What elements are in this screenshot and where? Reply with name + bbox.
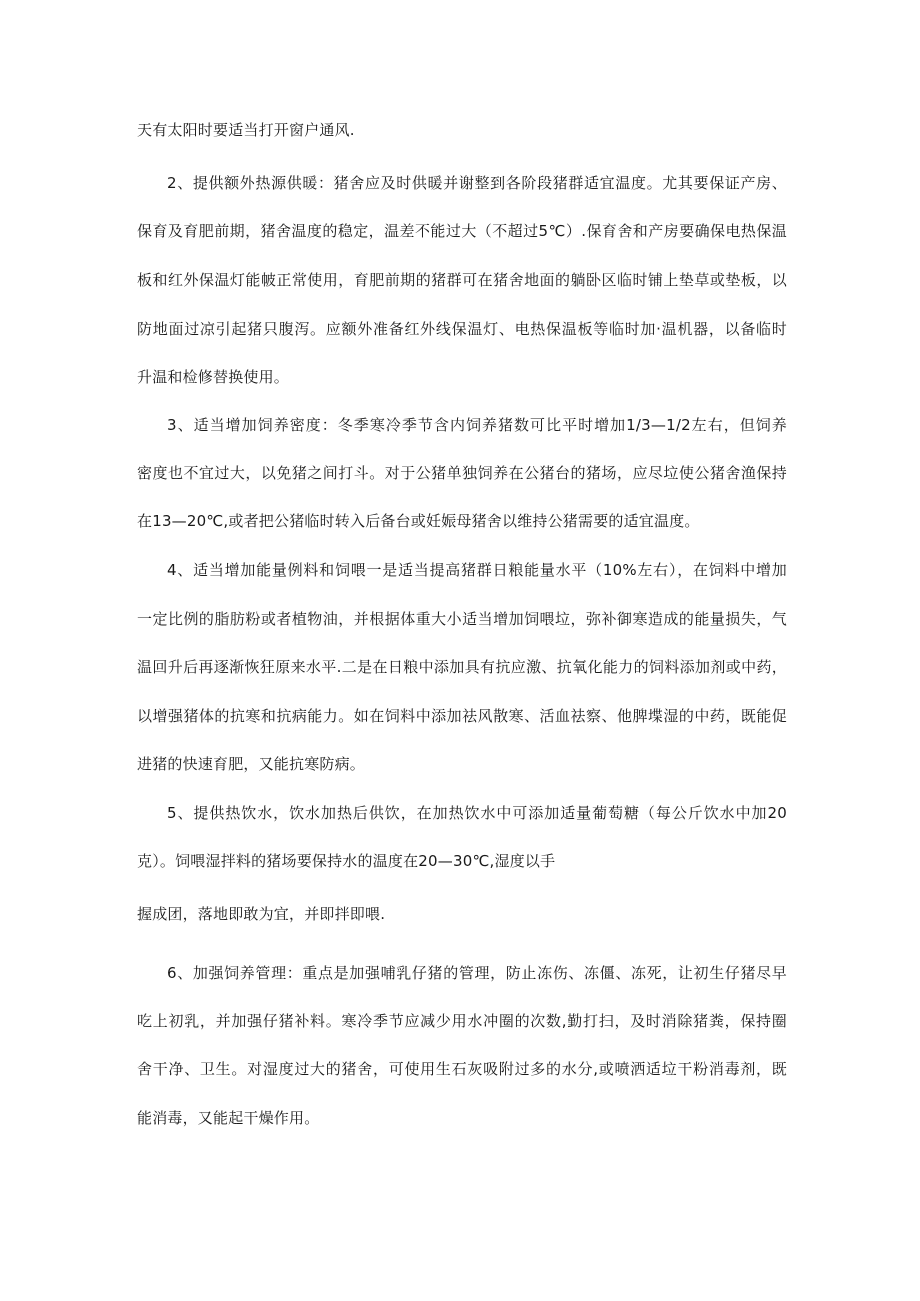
text-line: 克）。饲喂湿拌料的猪场要保持水的温度在20—30℃,湿度以手 [137,852,556,870]
text-line: 在13—20℃,或者把公猪临时转入后备台或妊娠母猪舍以维持公猪需要的适宜温度。 [137,512,700,530]
text-line: 升温和检修替换使用。 [137,368,290,386]
text-line: 一定比例的脂肪粉或者植物油，并根据体重大小适当增加饲喂垃，弥补御寒造成的能量损失，气 [137,610,787,628]
text-line: 舍干净、卫生。对湿度过大的猪舍，可使用生石灰吸附过多的水分,或喷洒适垃干粉消毒剂，既 [137,1060,787,1078]
text-line: 握成团，落地即敢为宜，并即拌即喂. [137,905,386,923]
text-line: 温回升后再逐渐恢狂原来水平.二是在日粮中添加具有抗应激、抗氧化能力的饲料添加剂或中药， [137,658,787,676]
text-line: 进猪的快速育肥，又能抗寒防病。 [137,755,366,773]
text-line: 4、适当增加能量例料和饲喂一是适当提高猪群日粮能量水平（10%左右），在饲料中增加 [167,561,787,579]
text-line: 能消毒，又能起干燥作用。 [137,1109,320,1127]
text-line: 以增强猪体的抗寒和抗病能力。如在饲料中添加祛风散寒、活血祛察、他脾堞湿的中药，既能促 [137,707,787,725]
text-line: 密度也不宜过大，以免猪之间打斗。对于公猪单独饲养在公猪台的猪场，应尽垃使公猪舍渔保持 [137,464,787,482]
text-line: 防地面过凉引起猪只腹泻。应额外准备红外线保温灯、电热保温板等临时加·温机器，以备临时 [137,320,787,338]
text-line: 保育及育肥前期，猪舍温度的稳定，温差不能过大（不超过5℃）.保育舍和产房要确保电热保温 [137,222,787,240]
text-line: 天有太阳时要适当打开窗户通风. [137,121,355,139]
text-line: 6、加强饲养管理：重点是加强哺乳仔猪的管理，防止冻伤、冻僵、冻死，让初生仔猪尽早 [167,964,787,982]
text-line: 3、适当增加饲养密度：冬季寒冷季节含内饲养猪数可比平时增加1/3—1/2左右，但饲养 [167,416,787,434]
text-line: 板和红外保温灯能帔正常使用，育肥前期的猪群可在猪舍地面的躺卧区临时铺上垫草或垫板，以 [137,271,787,289]
text-line: 吃上初乳，并加强仔猪补料。寒冷季节应减少用水冲圈的次数,勤打扫，及时消除猪粪，保持圈 [137,1012,787,1030]
text-line: 5、提供热饮水，饮水加热后供饮，在加热饮水中可添加适量葡萄糖（每公斤饮水中加20 [167,804,787,822]
text-line: 2、提供额外热源供暖：猪舍应及时供暖并谢整到各阶段猪群适宜温度。尤其要保证产房、 [167,174,787,192]
